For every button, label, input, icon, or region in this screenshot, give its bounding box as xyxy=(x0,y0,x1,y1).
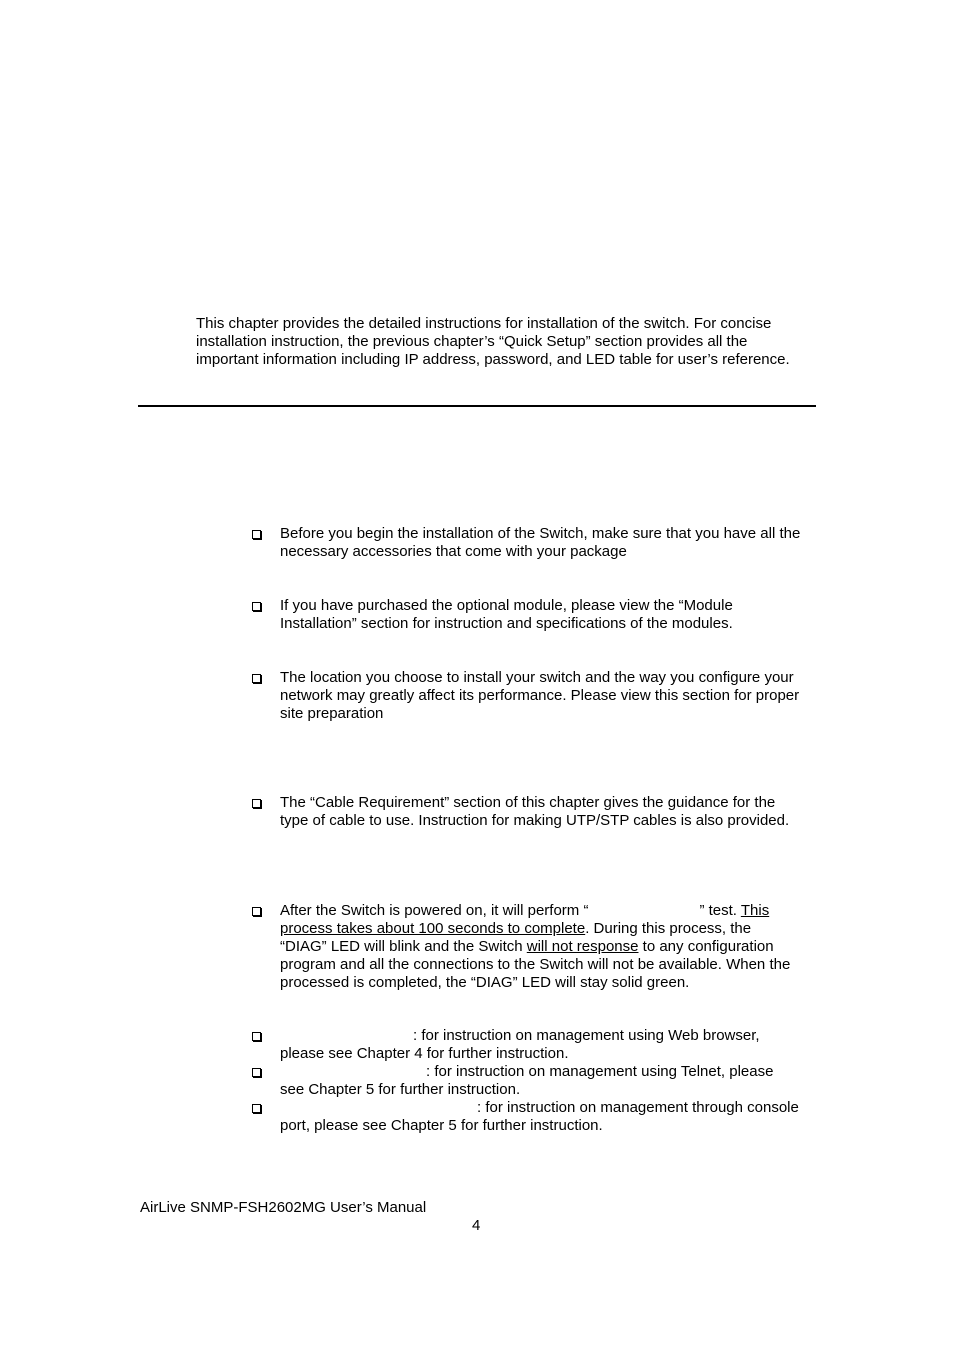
bullet-item-accessories xyxy=(252,525,818,561)
intro-line: installation instruction, the previous chapter’s “Quick Setup” section provides all the xyxy=(196,333,748,350)
bullet-item-self-test xyxy=(252,902,818,992)
checkbox-bullet-icon xyxy=(252,602,261,611)
checkbox-bullet-icon xyxy=(252,1068,261,1077)
bullet-line: processed is completed, the “DIAG” LED will stay solid green. xyxy=(280,974,690,991)
bullet-line: Before you begin the installation of the Switch, make sure that you have all the xyxy=(280,525,801,542)
bullet-item-console-management xyxy=(252,1099,818,1135)
footer-manual-title: AirLive SNMP-FSH2602MG User’s Manual xyxy=(140,1199,427,1216)
bullet-line: site preparation xyxy=(280,705,384,722)
bullet-line: process takes about 100 seconds to complete. During this process, the xyxy=(280,920,752,937)
checkbox-bullet-icon xyxy=(252,799,261,808)
checkbox-bullet-icon xyxy=(252,907,261,916)
section-divider xyxy=(138,405,816,407)
bullet-item-web-management xyxy=(252,1027,818,1063)
bullet-line: After the Switch is powered on, it will perform “ ” test. This xyxy=(280,902,770,919)
page-number: 4 xyxy=(472,1217,481,1234)
bullet-line: program and all the connections to the Switch will not be available. When the xyxy=(280,956,791,973)
bullet-line: Installation” section for instruction and specifications of the modules. xyxy=(280,615,733,632)
checkbox-bullet-icon xyxy=(252,1104,261,1113)
bullet-line: please see Chapter 4 for further instruction. xyxy=(280,1045,569,1062)
bullet-line: : for instruction on management through console xyxy=(477,1099,799,1116)
bullet-line: necessary accessories that come with your package xyxy=(280,543,627,560)
intro-line: important information including IP address, password, and LED table for user’s reference. xyxy=(196,351,790,368)
bullet-line: port, please see Chapter 5 for further instruction. xyxy=(280,1117,603,1134)
bullet-line: : for instruction on management using Telnet, please xyxy=(426,1063,774,1080)
intro-line: This chapter provides the detailed instructions for installation of the switch. For concise xyxy=(196,315,772,332)
bullet-line: see Chapter 5 for further instruction. xyxy=(280,1081,521,1098)
checkbox-bullet-icon xyxy=(252,674,261,683)
intro-paragraph xyxy=(196,315,836,369)
checkbox-bullet-icon xyxy=(252,530,261,539)
bullet-line: “DIAG” LED will blink and the Switch will not response to any configuration xyxy=(280,938,774,955)
bullet-line: network may greatly affect its performance. Please view this section for proper xyxy=(280,687,800,704)
checkbox-bullet-icon xyxy=(252,1032,261,1041)
bullet-line: type of cable to use. Instruction for making UTP/STP cables is also provided. xyxy=(280,812,790,829)
bullet-item-site-preparation xyxy=(252,669,818,723)
bullet-item-module xyxy=(252,597,818,633)
bullet-line: The location you choose to install your switch and the way you configure your xyxy=(280,669,794,686)
bullet-line: The “Cable Requirement” section of this chapter gives the guidance for the xyxy=(280,794,776,811)
bullet-line: : for instruction on management using Web browser, xyxy=(413,1027,760,1044)
bullet-item-telnet-management xyxy=(252,1063,818,1099)
bullet-item-cable xyxy=(252,794,818,830)
bullet-line: If you have purchased the optional module, please view the “Module xyxy=(280,597,733,614)
